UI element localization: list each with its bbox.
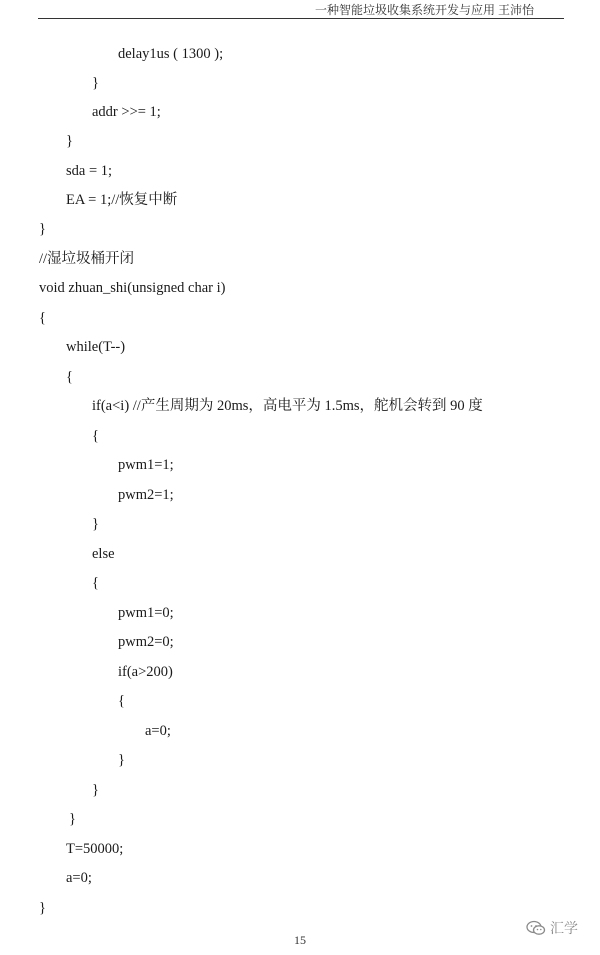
code-line: }: [92, 516, 99, 532]
code-line: }: [39, 900, 46, 916]
watermark-text: 汇学: [550, 921, 578, 937]
code-line: }: [69, 811, 76, 827]
code-line: pwm1=0;: [118, 605, 174, 621]
code-line: }: [66, 133, 73, 149]
code-line: else: [92, 546, 115, 562]
code-line: EA = 1;//恢复中断: [66, 192, 178, 208]
code-line: T=50000;: [66, 841, 124, 857]
code-comment: //湿垃圾桶开闭: [39, 251, 135, 267]
code-line: }: [118, 752, 125, 768]
code-line: if(a>200): [118, 664, 173, 680]
code-line: pwm2=0;: [118, 634, 174, 650]
code-line: delay1us ( 1300 );: [118, 46, 224, 62]
code-line: pwm2=1;: [118, 487, 174, 503]
code-line: {: [92, 575, 99, 591]
code-line: a=0;: [66, 870, 92, 886]
header-title: 一种智能垃圾收集系统开发与应用 王沛怡: [314, 3, 534, 17]
code-line: }: [39, 221, 46, 237]
code-line: }: [92, 75, 99, 91]
wechat-icon: [526, 920, 546, 936]
code-line: sda = 1;: [66, 163, 113, 179]
code-line: void zhuan_shi(unsigned char i): [39, 280, 226, 296]
code-line: {: [66, 369, 73, 385]
code-line: while(T--): [66, 339, 126, 355]
code-line: if(a<i) //产生周期为 20ms，高电平为 1.5ms，舵机会转到 90 度: [92, 398, 483, 414]
code-line: addr >>= 1;: [92, 104, 161, 120]
code-line: {: [92, 428, 99, 444]
code-line: pwm1=1;: [118, 457, 174, 473]
code-line: a=0;: [145, 723, 171, 739]
code-line: {: [39, 310, 46, 326]
watermark: [526, 918, 578, 938]
code-line: }: [92, 782, 99, 798]
code-line: {: [118, 693, 125, 709]
page-number: 15: [294, 933, 306, 947]
